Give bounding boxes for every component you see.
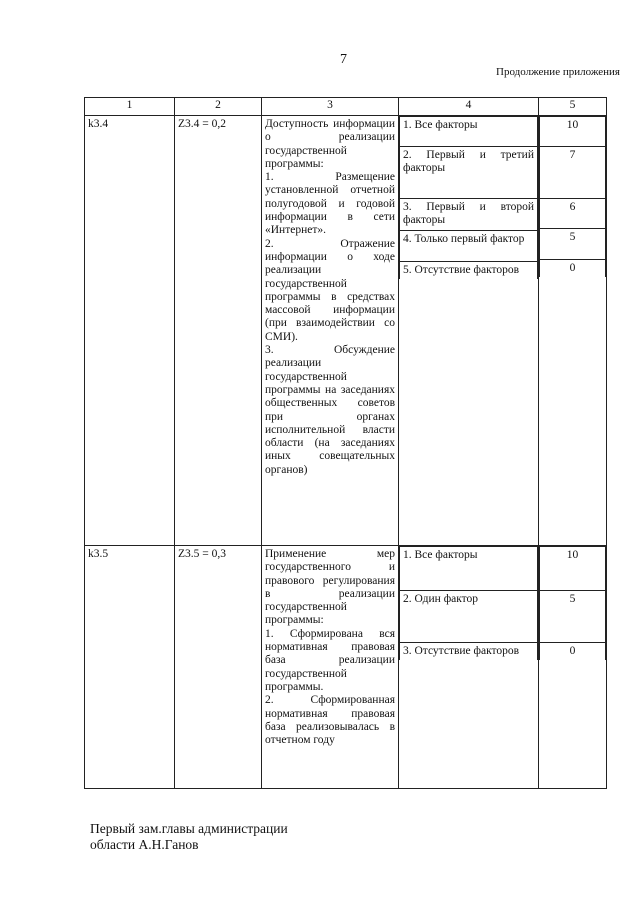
factor-option: 3. Отсутствие факторов [400,643,538,661]
score-value: 5 [540,591,606,643]
signature-block [90,821,288,853]
factor-option: 2. Первый и третий факторы [400,147,538,199]
description-paragraph: 1. Размещение установленной отчетной полугодовой и годовой информации в сети «Интернет». [265,171,395,237]
factor-option: 5. Отсутствие факторов [400,261,538,279]
score-value: 0 [540,260,606,278]
score-value: 6 [540,199,606,229]
description-paragraph: Доступность информации о реализации государственной программы: [265,118,395,170]
score-value: 7 [540,147,606,199]
factor-option: 2. Один фактор [400,591,538,643]
column-number-row [85,98,607,116]
factor-option: 1. Все факторы [400,117,538,147]
factor-option: 3. Первый и второй факторы [400,199,538,231]
factor-option: 4. Только первый фактор [400,230,538,261]
description-paragraph: 2. Отражение информации о ходе реализации государственной программы в средствах массовой информации (при взаимодействии со СМИ). [265,237,395,343]
factor-list [399,116,539,546]
description-paragraph: 2. Сформированная нормативная правовая база реализовывалась в отчетном году [265,694,395,747]
description-paragraph: 3. Обсуждение реализации государственной программы на заседаниях общественных советов при органах исполнительной власти области (на заседаниях иных совещательных органов) [265,344,395,476]
table-row [85,546,607,789]
indicator-description [262,116,399,546]
criteria-table [84,97,607,789]
column-header-2: 2 [175,98,262,116]
score-value: 5 [540,229,606,260]
score-value: 10 [540,547,606,591]
column-header-5: 5 [539,98,607,116]
signature-name: области А.Н.Ганов [90,837,199,852]
description-paragraph: Применение мер государственного и правового регулирования в реализации государственной программы: [265,548,395,627]
indicator-weight: Z3.4 = 0,2 [175,116,262,546]
indicator-code: k3.4 [85,116,175,546]
column-header-1: 1 [85,98,175,116]
indicator-weight: Z3.5 = 0,3 [175,546,262,789]
column-header-3: 3 [262,98,399,116]
score-list [539,116,607,546]
indicator-description [262,546,399,789]
page-number: 7 [340,52,347,67]
column-header-4: 4 [399,98,539,116]
factor-list [399,546,539,789]
factor-option: 1. Все факторы [400,547,538,591]
score-list [539,546,607,789]
signature-position: Первый зам.главы администрации [90,821,288,836]
score-value: 10 [540,117,606,147]
description-paragraph: 1. Сформирована вся нормативная правовая база реализации государственной программы. [265,627,395,693]
continuation-note: Продолжение приложения [496,66,620,78]
table-row [85,116,607,546]
indicator-code: k3.5 [85,546,175,789]
score-value: 0 [540,643,606,661]
